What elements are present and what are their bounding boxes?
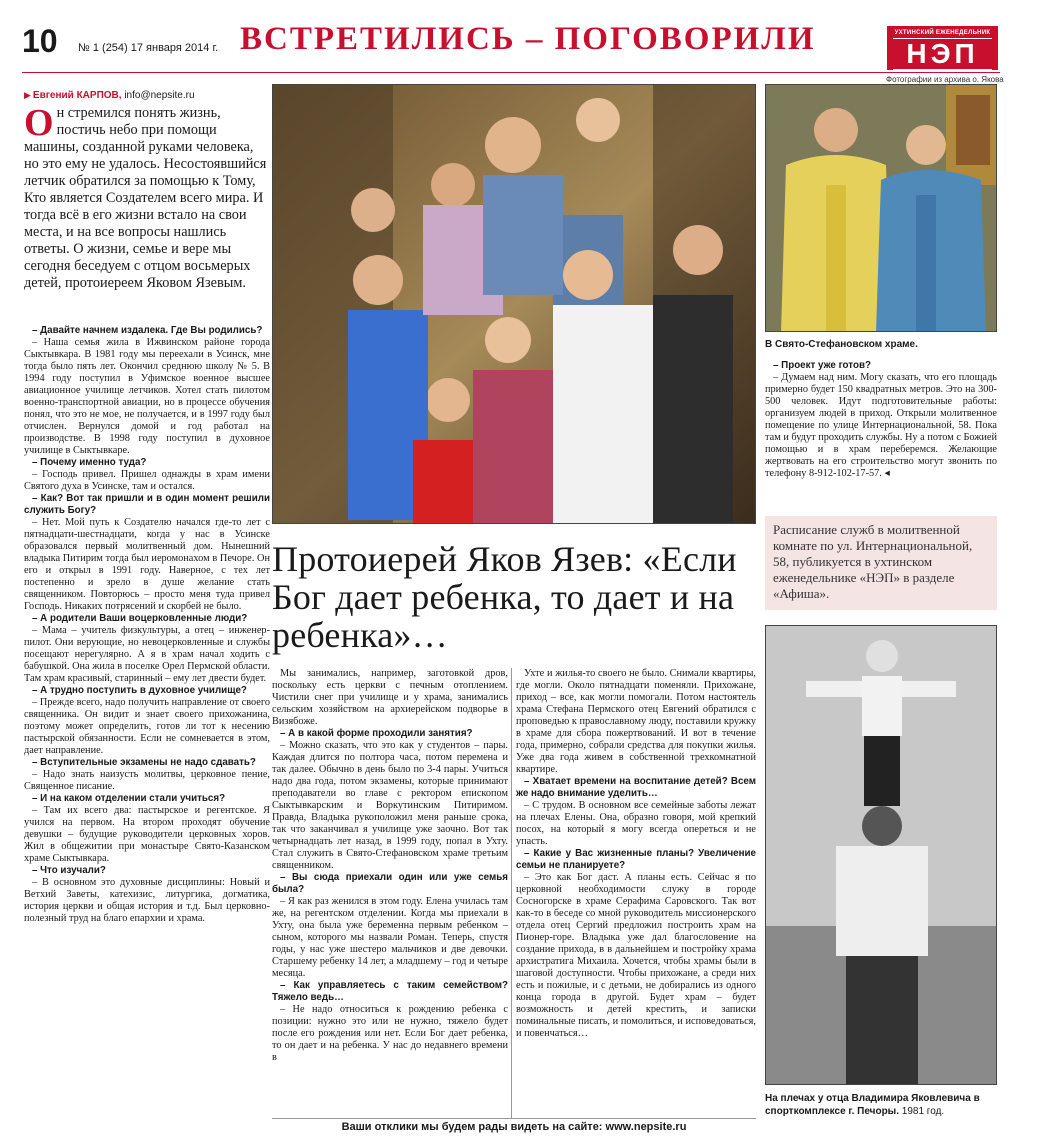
- interview-question: – Как управляетесь с таким семейством? Тяжело ведь…: [272, 980, 508, 1003]
- archive-photo-image: [766, 626, 997, 1085]
- interview-question: – Вы сюда приехали один или уже семья была?: [272, 872, 508, 895]
- lead-text: н стремился понять жизнь, постичь небо при помощи машины, созданной руками человека, но это ему не удалось. Несостоявшийся летчик обратился за помощью к Тому, Кто является Создателем всего мира. И тогда всё в его жизни встало на свои места, и на все вопросы нашлись ответы. О жизни, семье и вере мы сегодня беседуем с отцом восьмерых детей, протоиереем Яковом Язевым.: [24, 105, 267, 291]
- page-number: 10: [22, 23, 58, 59]
- interview-question: – Что изучали?: [32, 865, 106, 876]
- article-column-2: [272, 668, 508, 1118]
- interview-question: – Вступительные экзамены не надо сдавать?: [32, 757, 256, 768]
- lead-paragraph: [24, 102, 270, 292]
- interview-question: – Хватает времени на воспитание детей? Всем же надо внимание уделить…: [516, 776, 756, 799]
- interview-answer: – Можно сказать, что это как у студентов – пары. Каждая длится по полтора часа, потом перемена и так далее. Обычно в день было по 3-4 пары. Учиться надо два года, потом экзамены, которые принимают преподаватели во главе с ректором епископом Сыктывкарским и Воркутинским Питиримом. Правда, Владыка рукоположил меня раньше срока, так что заканчивал я училище уже заочно. Вот так четырнадцать лет назад, в 1999 году, попал в Ухту. Стал служить в Свято-Стефановском храме третьим священником.: [272, 740, 508, 871]
- archive-photo: [765, 625, 997, 1085]
- interview-answer: Ухте и жилья-то своего не было. Снимали квартиры, где могли. Около пятнадцати поменяли. Прихожане, приход – все, как могли помогали. Потом настоятель храма Стефана Пермского отец Евгений обратился с проповедью к православному люду, поставили кружку в храме для сбора пожертвований. И вот в течение года, примерно, собрали средства для покупки жилья. Уже два года живем в собственной трехкомнатной квартире.: [516, 668, 756, 775]
- column-divider: [511, 668, 512, 1118]
- interview-answer: – Господь привел. Пришел однажды в храм имени Святого духа в Усинске, там и остался.: [24, 469, 270, 492]
- logo-subtitle: УХТИНСКИЙ ЕЖЕНЕДЕЛЬНИК: [894, 30, 991, 36]
- family-photo-image: [273, 85, 756, 524]
- interview-answer: – Это как Бог даст. А планы есть. Сейчас я по церковной необходимости служу в городе Сосногорске в храме Серафима Саровского. Так вот как-то в беседе со мной руководитель миссионерского отдела отец Сергий предложил построить храм на Пионер-горе. Владыка уже дал благословение на создание прихода, в в дальнейшем и постройку храма архистратига Михаила. Хочется, чтобы храмы были в шаговой доступности. Чтобы прихожане, а среди них есть и пожилые, и с детьми, не добирались из одного конца города в другой. Будет храм – будет возможность и детей крестить, и записки поминальные писать, и помолиться, и исповедоваться, и повенчаться…: [516, 872, 756, 1039]
- church-photo-image: [766, 85, 997, 332]
- schedule-announcement: Расписание служб в молитвенной комнате по ул. Интернациональной, 58, публикуется в ухтинском еженедельнике «НЭП» в разделе «Афиша».: [765, 516, 997, 610]
- church-photo: [765, 84, 997, 332]
- interview-answer: – С трудом. В основном все семейные заботы лежат на плечах Елены. Она, образно говоря, мой крепкий посох, на который я могу всегда опереться и не упасть.: [516, 800, 756, 847]
- interview-question: – Как? Вот так пришли и в один момент решили служить Богу?: [24, 493, 270, 516]
- article-column-3: [516, 668, 756, 1118]
- interview-answer: – Мама – учитель физкультуры, а отец – инженер-пилот. Они верующие, но невоцерковленные и службы посещают нерегулярно. А я в храм начал ходить с бабушкой. Она жила в поселке Орел Пермской области. Там храм красивый, старинный – ему лет двести будет.: [24, 625, 270, 684]
- footer-site-link[interactable]: Ваши отклики мы будем рады видеть на сайте: www.nepsite.ru: [272, 1118, 756, 1136]
- article-column-1: [24, 325, 270, 1115]
- header-rule: [22, 72, 1000, 73]
- interview-answer: – Думаем над ним. Могу сказать, что его площадь примерно будет 150 квадратных метров. Это на 300-500 человек. Идут подготовительные работы: организуем людей в приход. Открыли молитвенное помещение по улице Интернациональной, 58. Пока там и будут проходить службы. Ну а потом с Божией помощью и в храм переберемся. Желающие жертвовать на его строительство могут звонить по телефону 8-912-102-17-57. ◂: [765, 372, 997, 479]
- interview-question: – И на каком отделении стали учиться?: [32, 793, 226, 804]
- section-rubric: ВСТРЕТИЛИСЬ – ПОГОВОРИЛИ: [240, 21, 816, 57]
- archive-caption-text: На плечах у отца Владимира Яковлевича в спорткомплексе г. Печоры.: [765, 1093, 980, 1117]
- dropcap: О: [24, 102, 54, 144]
- interview-question: – Давайте начнем издалека. Где Вы родились?: [32, 325, 263, 336]
- byline-triangle-icon: ▶: [24, 90, 31, 100]
- author-email[interactable]: info@nepsite.ru: [124, 90, 195, 101]
- interview-answer: – Нет. Мой путь к Создателю начался где-то лет с пятнадцати-шестнадцати, когда у нас в Усинске образовался первый молитвенный дом. Нынешний владыка Питирим тогда был иеромонахом в Печоре. Он его и открыл в 1991 году. Наверное, с тех лет постепенно и зрело в душе желание стать священником. Повторюсь – просто меня туда привел Господь. Никаких потрясений и скорбей не было.: [24, 517, 270, 612]
- author-name: Евгений КАРПОВ,: [32, 90, 122, 101]
- photo-credit: Фотографии из архива о. Якова: [886, 75, 1004, 84]
- logo-title: НЭП: [893, 38, 992, 70]
- interview-answer: – Я как раз женился в этом году. Елена училась там же, на регентском отделении. Когда мы приехали в Ухту, она была уже беременна первым ребенком – сыном, которого мы назвали Роман. Теперь, спустя годы, у нас уже шестеро мальчиков и две девочки. Старшему ребенку 14 лет, а младшему – год и четыре месяца.: [272, 896, 508, 979]
- interview-answer: – В основном это духовные дисциплины: Новый и Ветхий Заветы, катехизис, литургика, догматика, история церкви и общая история и т.д. Был церковно-полезный труд на благо епархии и храма.: [24, 877, 270, 924]
- article-column-4: [765, 360, 997, 510]
- issue-info: № 1 (254) 17 января 2014 г.: [78, 42, 219, 54]
- interview-question: – А родители Ваши воцерковленные люди?: [32, 613, 248, 624]
- interview-answer: – Не надо относиться к рождению ребенка с позиции: нужно это или не нужно, тяжело будет после его рождения или нет. Если Бог дает ребенка, то он дает и на ребенка. У нас до недавнего времени в: [272, 1004, 508, 1063]
- archive-caption-year: 1981 год.: [901, 1106, 945, 1117]
- archive-photo-caption: [765, 1092, 997, 1118]
- interview-answer: – Там их всего два: пастырское и регентское. Я учился на первом. На втором проходят обучение девушки – будущие руководители церковных хоров. Жил в общежитии при монастыре Свято-Казанском храме Сыктывкара.: [24, 805, 270, 864]
- newspaper-logo: [887, 26, 998, 70]
- interview-answer: – Прежде всего, надо получить направление от своего священника. Он видит и знает своего прихожанина, поэтому может определить, готов ли тот к несению пастырской обязанности. Если не сомневается в этом, дает направление.: [24, 697, 270, 756]
- article-headline: Протоиерей Яков Язев: «Если Бог дает ребенка, то дает и на ребенка»…: [272, 539, 737, 655]
- interview-answer: Мы занимались, например, заготовкой дров, поскольку есть церкви с печным отоплением. Чистили снег при училище и у храма, занимались сельским хозяйством на архиерейском подворье в Визябоже.: [272, 668, 508, 727]
- interview-question: – Почему именно туда?: [32, 457, 147, 468]
- byline: [24, 90, 195, 101]
- interview-question: – Какие у Вас жизненные планы? Увеличение семьи не планируете?: [516, 848, 756, 871]
- church-photo-caption: В Свято-Стефановском храме.: [765, 339, 918, 350]
- interview-question: – А в какой форме проходили занятия?: [280, 728, 473, 739]
- interview-answer: – Наша семья жила в Ижвинском районе города Сыктывкара. В 1981 году мы переехали в Усинск, мне тогда было пять лет. Окончил среднюю школу № 5. В 1994 году поступил в Уфимское военное высшее авиационное училище летчиков. Хотел стать пилотом военно-транспортной авиации, но в процессе обучения понял, что это не мое, не получается, и в 1997 году был отчислен. Вернулся домой и год работал на производстве. В 1998 году поступил в духовное училище в Сыктывкаре.: [24, 337, 270, 456]
- interview-question: – А трудно поступить в духовное училище?: [32, 685, 247, 696]
- family-photo: [272, 84, 756, 524]
- interview-answer: – Надо знать наизусть молитвы, церковное пение, Священное писание.: [24, 769, 270, 792]
- interview-question: – Проект уже готов?: [773, 360, 871, 371]
